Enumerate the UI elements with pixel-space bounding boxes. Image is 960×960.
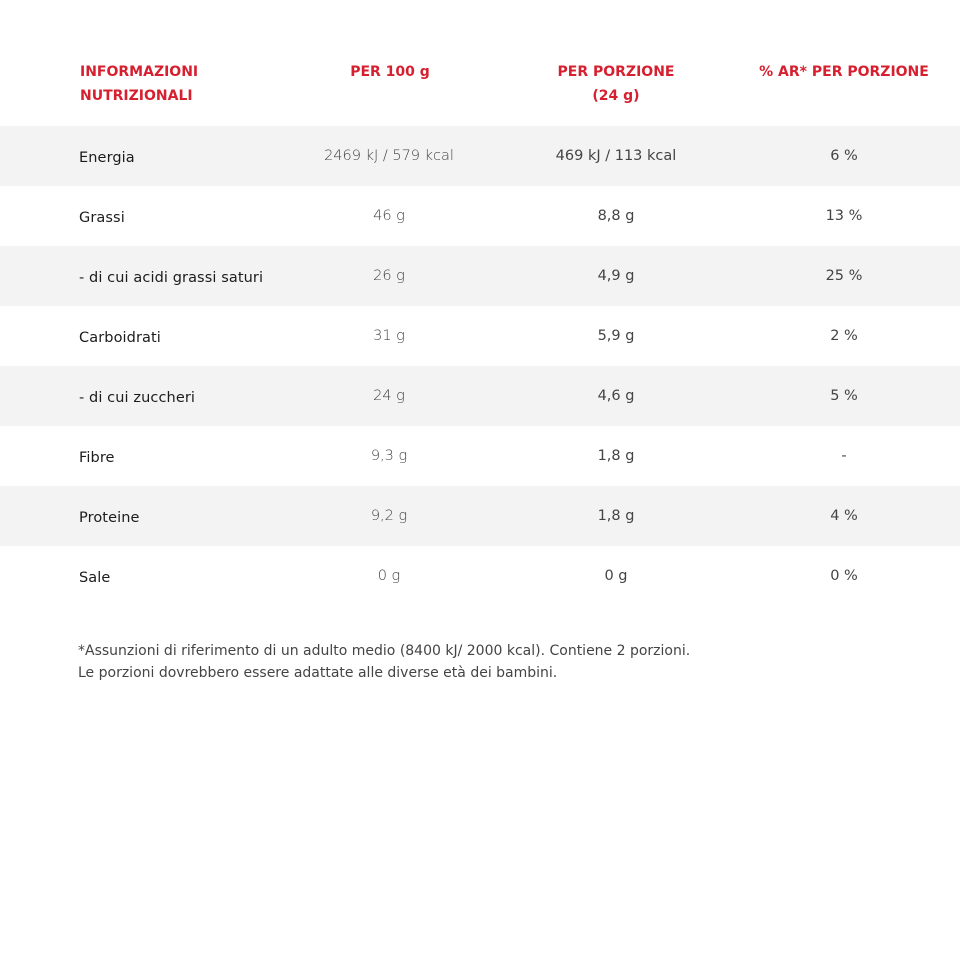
value-per-portion: 1,8 g bbox=[597, 448, 635, 464]
table-row bbox=[0, 366, 960, 426]
header-per-portion: PER PORZIONE (24 g) bbox=[557, 64, 675, 104]
value-per-portion: 0 g bbox=[604, 568, 628, 584]
value-per-100g: 2469 kJ / 579 kcal bbox=[324, 148, 454, 164]
row-label: - di cui zuccheri bbox=[79, 390, 196, 406]
header-per-100g: PER 100 g bbox=[350, 64, 430, 80]
footnote bbox=[78, 640, 918, 684]
row-label: Energia bbox=[79, 150, 135, 166]
value-ar: 0 % bbox=[830, 568, 858, 584]
table-row bbox=[0, 126, 960, 186]
table-row bbox=[0, 426, 960, 486]
value-per-portion: 4,9 g bbox=[597, 268, 635, 284]
row-label: Carboidrati bbox=[79, 330, 161, 346]
value-per-portion: 4,6 g bbox=[597, 388, 635, 404]
value-ar: 2 % bbox=[830, 328, 858, 344]
header-ar-per-portion: % AR* PER PORZIONE bbox=[759, 64, 929, 80]
row-label: Fibre bbox=[79, 450, 115, 466]
value-per-100g: 31 g bbox=[373, 328, 405, 344]
row-label: Proteine bbox=[79, 510, 140, 526]
row-label: Sale bbox=[79, 570, 111, 586]
value-ar: 5 % bbox=[830, 388, 858, 404]
header-nutrition-info: INFORMAZIONI NUTRIZIONALI bbox=[80, 64, 199, 104]
value-per-portion: 469 kJ / 113 kcal bbox=[555, 148, 677, 164]
value-ar: 6 % bbox=[830, 148, 858, 164]
footnote-line-2: Le porzioni dovrebbero essere adattate alle diverse età dei bambini. bbox=[78, 665, 558, 681]
value-per-100g: 0 g bbox=[377, 568, 401, 584]
value-per-100g: 26 g bbox=[373, 268, 405, 284]
table-row bbox=[0, 486, 960, 546]
value-ar: 4 % bbox=[830, 508, 858, 524]
value-per-portion: 8,8 g bbox=[597, 208, 635, 224]
value-per-100g: 46 g bbox=[373, 208, 405, 224]
value-per-portion: 1,8 g bbox=[597, 508, 635, 524]
value-per-100g: 9,2 g bbox=[370, 508, 408, 524]
value-per-portion: 5,9 g bbox=[597, 328, 635, 344]
table-header bbox=[0, 60, 960, 120]
row-label: - di cui acidi grassi saturi bbox=[79, 270, 264, 286]
table-row bbox=[0, 246, 960, 306]
table-row bbox=[0, 186, 960, 246]
value-ar: 13 % bbox=[825, 208, 863, 224]
table-row bbox=[0, 306, 960, 366]
table-row bbox=[0, 546, 960, 606]
value-per-100g: 9,3 g bbox=[370, 448, 408, 464]
value-ar: 25 % bbox=[825, 268, 863, 284]
value-per-100g: 24 g bbox=[373, 388, 405, 404]
value-ar: - bbox=[841, 448, 847, 464]
footnote-line-1: *Assunzioni di riferimento di un adulto medio (8400 kJ/ 2000 kcal). Contiene 2 porzioni. bbox=[78, 643, 691, 659]
row-label: Grassi bbox=[79, 210, 125, 226]
